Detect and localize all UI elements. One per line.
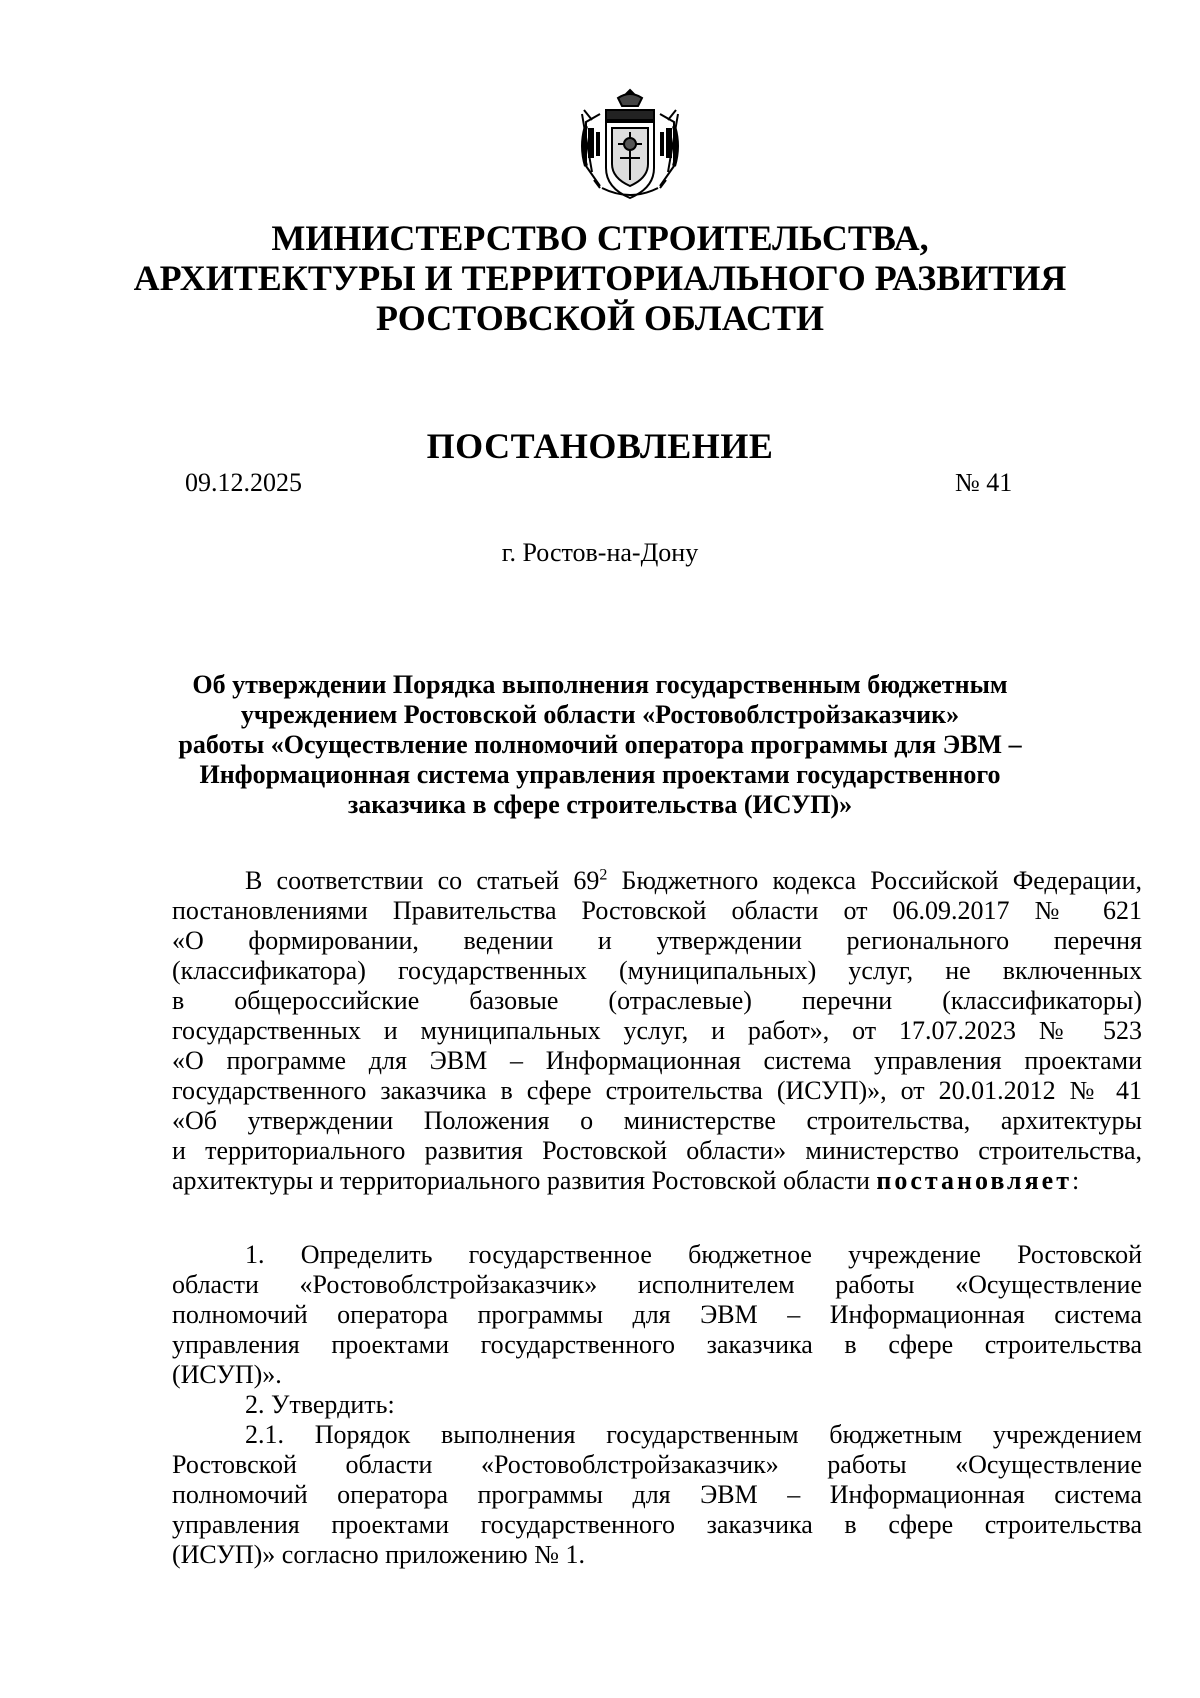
preamble-line (245, 866, 1142, 896)
ministry-name-line-1: МИНИСТЕРСТВО СТРОИТЕЛЬСТВА, (271, 218, 929, 258)
preamble-line: государственных и муниципальных услуг, и работ», от 17.07.2023 № 523 (172, 1016, 1142, 1045)
subject-line-5: заказчика в сфере строительства (ИСУП)» (347, 790, 853, 819)
preamble-line: постановлениями Правительства Ростовской области от 06.09.2017 № 621 (172, 896, 1142, 925)
item-1-line: 1. Определить государственное бюджетное учреждение Ростовской (245, 1240, 1142, 1269)
item-2-1-line: управления проектами государственного заказчика в сфере строительства (172, 1510, 1142, 1539)
item-1-line: (ИСУП)». (172, 1360, 282, 1389)
item-1-line: управления проектами государственного заказчика в сфере строительства (172, 1330, 1142, 1359)
document-city: г. Ростов-на-Дону (501, 538, 699, 567)
subject-line-4: Информационная система управления проектами государственного (199, 760, 1001, 789)
subject-line-1: Об утверждении Порядка выполнения государственным бюджетным (192, 670, 1008, 699)
preamble-line: «О формировании, ведении и утверждении регионального перечня (172, 926, 1142, 955)
preamble-line: государственного заказчика в сфере строительства (ИСУП)», от 20.01.2012 № 41 (172, 1076, 1142, 1105)
subject-line-3: работы «Осуществление полномочий оператора программы для ЭВМ – (178, 730, 1022, 759)
ministry-name-line-3: РОСТОВСКОЙ ОБЛАСТИ (376, 298, 824, 338)
preamble-text: архитектуры и территориального развития Ростовской области (172, 1166, 877, 1195)
item-2-1-line: Ростовской области «Ростовоблстройзаказчик» работы «Осуществление (172, 1450, 1142, 1479)
item-1-line: области «Ростовоблстройзаказчик» исполнителем работы «Осуществление (172, 1270, 1142, 1299)
ministry-name-line-2: АРХИТЕКТУРЫ И ТЕРРИТОРИАЛЬНОГО РАЗВИТИЯ (133, 258, 1067, 298)
document-type-title: ПОСТАНОВЛЕНИЕ (426, 426, 774, 466)
item-2-1-line: полномочий оператора программы для ЭВМ – Информационная система (172, 1480, 1142, 1509)
subject-line-2: учреждением Ростовской области «Ростовоблстройзаказчик» (240, 700, 960, 729)
document-number: № 41 (955, 468, 1013, 497)
preamble-text: Бюджетного кодекса Российской Федерации, (607, 866, 1142, 895)
preamble-text: В соответствии со статьей 69 (245, 866, 600, 895)
article-superscript: 2 (599, 866, 608, 884)
resolves-keyword: постановляет (876, 1166, 1072, 1195)
colon: : (1072, 1166, 1080, 1195)
preamble-line: и территориального развития Ростовской области» министерство строительства, (172, 1136, 1142, 1165)
item-2-1-line: 2.1. Порядок выполнения государственным бюджетным учреждением (245, 1420, 1142, 1449)
preamble-line: «О программе для ЭВМ – Информационная система управления проектами (172, 1046, 1142, 1075)
preamble-line: в общероссийские базовые (отраслевые) перечни (классификаторы) (172, 986, 1142, 1015)
preamble-line: «Об утверждении Положения о министерстве строительства, архитектуры (172, 1106, 1142, 1135)
item-1-line: полномочий оператора программы для ЭВМ – Информационная система (172, 1300, 1142, 1329)
item-2-1-line: (ИСУП)» согласно приложению № 1. (172, 1540, 586, 1569)
preamble-line (172, 1166, 1142, 1196)
preamble-line: (классификатора) государственных (муниципальных) услуг, не включенных (172, 956, 1142, 985)
coat-of-arms-emblem (572, 84, 688, 206)
document-date: 09.12.2025 (185, 468, 302, 497)
item-2-heading: 2. Утвердить: (245, 1390, 395, 1419)
